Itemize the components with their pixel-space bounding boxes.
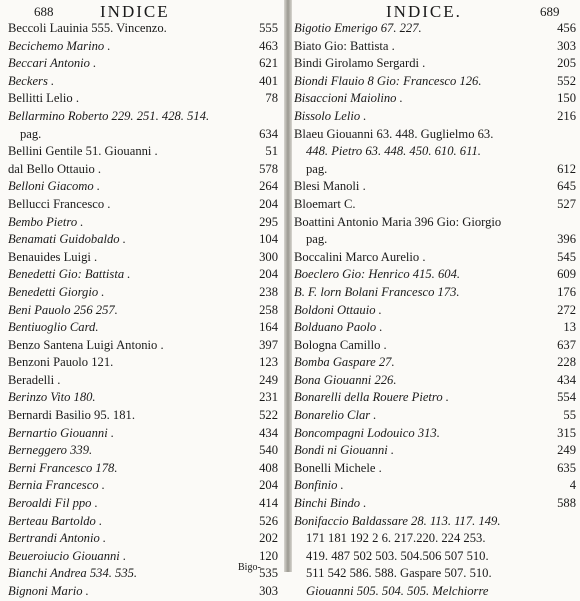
entry-page-number: 545 [557, 249, 576, 264]
index-entry [8, 583, 278, 601]
entry-page-number: 202 [259, 531, 278, 546]
index-entry [8, 143, 278, 161]
entry-page-number: 104 [259, 232, 278, 247]
index-entry [8, 530, 278, 548]
entry-name: pag. [306, 161, 328, 176]
entry-page-number: 231 [259, 390, 278, 405]
right-page-header [294, 0, 576, 20]
entry-page-number: 264 [259, 179, 278, 194]
entry-name: Benauides Luigi . [8, 249, 98, 264]
entry-name: Bonarelio Clar . [294, 408, 377, 423]
entry-page-number: 303 [557, 38, 576, 53]
entry-name: Bonelli Michele . [294, 460, 382, 475]
entry-name: Bigotio Emerigo 67. 227. [294, 21, 422, 35]
index-entry [8, 266, 278, 284]
entry-page-number: 295 [259, 214, 278, 229]
entry-page-number: 463 [259, 38, 278, 53]
index-entry [8, 231, 278, 249]
entry-name: Bellini Gentile 51. Giouanni . [8, 144, 158, 159]
index-entry [8, 389, 278, 407]
entry-page-number: 554 [557, 390, 576, 405]
index-entry [8, 161, 278, 179]
entry-name: Beccari Antonio . [8, 56, 97, 71]
entry-name: B. F. lorn Bolani Francesco 173. [294, 284, 460, 299]
index-entry [8, 108, 278, 126]
index-entry [8, 214, 278, 232]
entry-name: Boeclero Gio: Henrico 415. 604. [294, 267, 461, 282]
index-entry [294, 319, 576, 337]
entry-page-number: 645 [557, 179, 576, 194]
index-entry [294, 513, 576, 531]
index-entry [294, 337, 576, 355]
entry-page-number: 397 [259, 337, 278, 352]
index-entry [294, 354, 576, 372]
entry-page-number: 408 [259, 460, 278, 475]
index-entry [294, 266, 576, 284]
entry-page-number: 249 [259, 372, 278, 387]
entry-page-number: 300 [259, 249, 278, 264]
page-gutter [284, 0, 292, 572]
entry-name: Berteau Bartoldo . [8, 513, 103, 528]
index-entry-continuation [294, 583, 576, 601]
entry-name: 511 542 586. 588. Gaspare 507. 510. [306, 566, 492, 581]
index-entry [294, 196, 576, 214]
entry-name: pag. [20, 126, 42, 141]
index-entry [8, 90, 278, 108]
entry-name: Bissolo Lelio . [294, 108, 367, 123]
entry-name: Blaeu Giouanni 63. 448. Guglielmo 63. [294, 126, 494, 141]
index-entry [294, 90, 576, 108]
index-entry [294, 178, 576, 196]
entry-page-number: 527 [557, 196, 576, 211]
entry-name: pag. [306, 232, 328, 247]
entry-page-number: 204 [259, 196, 278, 211]
entry-name: Bentiuoglio Card. [8, 320, 99, 335]
entry-page-number: 612 [557, 161, 576, 176]
index-entry [294, 214, 576, 232]
entry-name: 419. 487 502 503. 504.506 507 510. [306, 548, 489, 563]
entry-page-number: 634 [259, 126, 278, 141]
entry-name: Becichemo Marino . [8, 38, 111, 53]
index-entry [8, 55, 278, 73]
entry-page-number: 216 [557, 108, 576, 123]
index-entry [294, 389, 576, 407]
entry-name: Blesi Manoli . [294, 179, 366, 194]
index-entry [294, 477, 576, 495]
entry-page-number: 204 [259, 267, 278, 282]
index-entry [8, 407, 278, 425]
index-entry [294, 372, 576, 390]
entry-name: Beueroiucio Giouanni . [8, 548, 127, 563]
entry-name: Giouanni 505. 504. 505. Melchiorre [306, 584, 489, 598]
index-list-left [8, 20, 278, 601]
entry-page-number: 635 [557, 460, 576, 475]
entry-page-number: 4 [569, 478, 576, 493]
index-entry [8, 178, 278, 196]
entry-page-number: 535 [259, 566, 278, 581]
page-title-right: INDICE. [386, 2, 462, 21]
entry-name: Bianchi Andrea 534. 535. [8, 566, 138, 581]
entry-name: Bindi Girolamo Sergardi . [294, 56, 426, 71]
entry-page-number: 150 [557, 91, 576, 106]
entry-name: Bologna Camillo . [294, 337, 387, 352]
index-entry [294, 249, 576, 267]
entry-page-number: 176 [557, 284, 576, 299]
index-entry [8, 337, 278, 355]
index-entry [294, 108, 576, 126]
index-entry [8, 354, 278, 372]
entry-page-number: 164 [259, 320, 278, 335]
entry-name: Bernartio Giouanni . [8, 425, 114, 440]
index-entry [8, 319, 278, 337]
entry-page-number: 401 [259, 73, 278, 88]
entry-page-number: 258 [259, 302, 278, 317]
entry-page-number: 303 [259, 584, 278, 598]
entry-name: Bomba Gaspare 27. [294, 355, 395, 370]
entry-page-number: 51 [265, 144, 278, 159]
entry-page-number: 238 [259, 284, 278, 299]
index-entry [294, 407, 576, 425]
page-number-right: 689 [540, 4, 560, 19]
index-list-right [294, 20, 576, 601]
entry-name: Boncompagni Lodouico 313. [294, 425, 440, 440]
entry-name: Boldoni Ottauio . [294, 302, 382, 317]
entry-page-number: 204 [259, 478, 278, 493]
entry-page-number: 205 [557, 56, 576, 71]
entry-name: dal Bello Ottauio . [8, 161, 102, 176]
entry-name: Bonifaccio Baldassare 28. 113. 117. 149. [294, 513, 501, 528]
entry-name: Bloemart C. [294, 196, 356, 211]
entry-name: Bellucci Francesco . [8, 196, 111, 211]
entry-name: Beccoli Lauinia 555. Vincenzo. [8, 21, 167, 35]
entry-name: Bertrandi Antonio . [8, 531, 107, 546]
index-entry [8, 372, 278, 390]
entry-page-number: 414 [259, 496, 278, 511]
entry-name: Beni Pauolo 256 257. [8, 302, 118, 317]
index-entry [8, 302, 278, 320]
entry-name: Belloni Giacomo . [8, 179, 100, 194]
entry-name: Beckers . [8, 73, 55, 88]
entry-name: Bellarmino Roberto 229. 251. 428. 514. [8, 108, 210, 123]
index-entry-continuation [294, 161, 576, 179]
index-entry [8, 495, 278, 513]
entry-name: Bembo Pietro . [8, 214, 84, 229]
page-number-left: 688 [34, 4, 54, 19]
index-entry-continuation [294, 143, 576, 161]
entry-name: Bona Giouanni 226. [294, 372, 397, 387]
entry-page-number: 123 [259, 355, 278, 370]
index-entry [294, 460, 576, 478]
entry-page-number: 555 [259, 21, 278, 35]
entry-name: Benedetti Giorgio . [8, 284, 105, 299]
entry-name: Biato Gio: Battista . [294, 38, 395, 53]
catchword: Bigo- [238, 562, 261, 573]
index-entry [8, 513, 278, 531]
entry-name: 448. Pietro 63. 448. 450. 610. 611. [306, 144, 481, 159]
index-entry [8, 460, 278, 478]
index-entry-continuation [8, 126, 278, 144]
entry-page-number: 637 [557, 337, 576, 352]
index-entry [294, 284, 576, 302]
entry-name: Bisaccioni Maiolino . [294, 91, 403, 106]
entry-page-number: 522 [259, 408, 278, 423]
entry-name: Beroaldi Fil ppo . [8, 496, 98, 511]
index-entry [8, 20, 278, 38]
entry-name: Biondi Flauio 8 Gio: Francesco 126. [294, 73, 482, 88]
index-entry [294, 73, 576, 91]
entry-name: Bolduano Paolo . [294, 320, 383, 335]
entry-page-number: 228 [557, 355, 576, 370]
entry-page-number: 78 [265, 91, 278, 106]
index-entry [294, 425, 576, 443]
left-page [8, 0, 278, 601]
entry-name: 171 181 192 2 6. 217.220. 224 253. [306, 531, 486, 546]
entry-name: Bondi ni Giouanni . [294, 443, 395, 458]
entry-page-number: 315 [557, 425, 576, 440]
left-page-header [8, 0, 278, 20]
entry-name: Benedetti Gio: Battista . [8, 267, 131, 282]
entry-name: Bonfinio . [294, 478, 344, 493]
index-entry [294, 126, 576, 144]
entry-page-number: 120 [259, 548, 278, 563]
index-entry [8, 73, 278, 91]
index-entry [294, 442, 576, 460]
index-entry [8, 196, 278, 214]
index-entry [8, 38, 278, 56]
entry-page-number: 396 [557, 232, 576, 247]
right-page [294, 0, 576, 601]
index-entry [294, 55, 576, 73]
entry-name: Benzo Santena Luigi Antonio . [8, 337, 164, 352]
entry-page-number: 526 [259, 513, 278, 528]
entry-name: Bonarelli della Rouere Pietro . [294, 390, 449, 405]
entry-name: Bernia Francesco . [8, 478, 105, 493]
index-entry [8, 442, 278, 460]
entry-page-number: 434 [259, 425, 278, 440]
index-entry-continuation [294, 530, 576, 548]
page-title-left: INDICE [100, 2, 170, 21]
entry-name: Bellitti Lelio . [8, 91, 80, 106]
entry-name: Berneggero 339. [8, 443, 93, 458]
index-entry [294, 302, 576, 320]
index-entry [8, 284, 278, 302]
index-entry-continuation [294, 565, 576, 583]
entry-name: Benamati Guidobaldo . [8, 232, 126, 247]
entry-page-number: 55 [563, 408, 576, 423]
entry-name: Benzoni Pauolo 121. [8, 355, 114, 370]
entry-page-number: 456 [557, 21, 576, 35]
index-entry [8, 425, 278, 443]
entry-page-number: 588 [557, 496, 576, 511]
entry-name: Binchi Bindo . [294, 496, 367, 511]
entry-name: Berni Francesco 178. [8, 460, 118, 475]
index-entry [294, 495, 576, 513]
index-entry-continuation [294, 548, 576, 566]
entry-name: Bernardi Basilio 95. 181. [8, 408, 135, 423]
entry-page-number: 578 [259, 161, 278, 176]
entry-name: Beradelli . [8, 372, 61, 387]
entry-page-number: 552 [557, 73, 576, 88]
entry-page-number: 609 [557, 267, 576, 282]
entry-page-number: 621 [259, 56, 278, 71]
index-entry [294, 38, 576, 56]
entry-name: Boattini Antonio Maria 396 Gio: Giorgio [294, 214, 502, 229]
index-entry [8, 477, 278, 495]
index-entry [8, 249, 278, 267]
entry-name: Berinzo Vito 180. [8, 390, 96, 405]
entry-name: Bignoni Mario . [8, 584, 89, 598]
index-entry-continuation [294, 231, 576, 249]
entry-page-number: 272 [557, 302, 576, 317]
index-entry [294, 20, 576, 38]
entry-page-number: 13 [563, 320, 576, 335]
entry-page-number: 434 [557, 372, 576, 387]
entry-page-number: 540 [259, 443, 278, 458]
entry-name: Boccalini Marco Aurelio . [294, 249, 426, 264]
entry-page-number: 249 [557, 443, 576, 458]
